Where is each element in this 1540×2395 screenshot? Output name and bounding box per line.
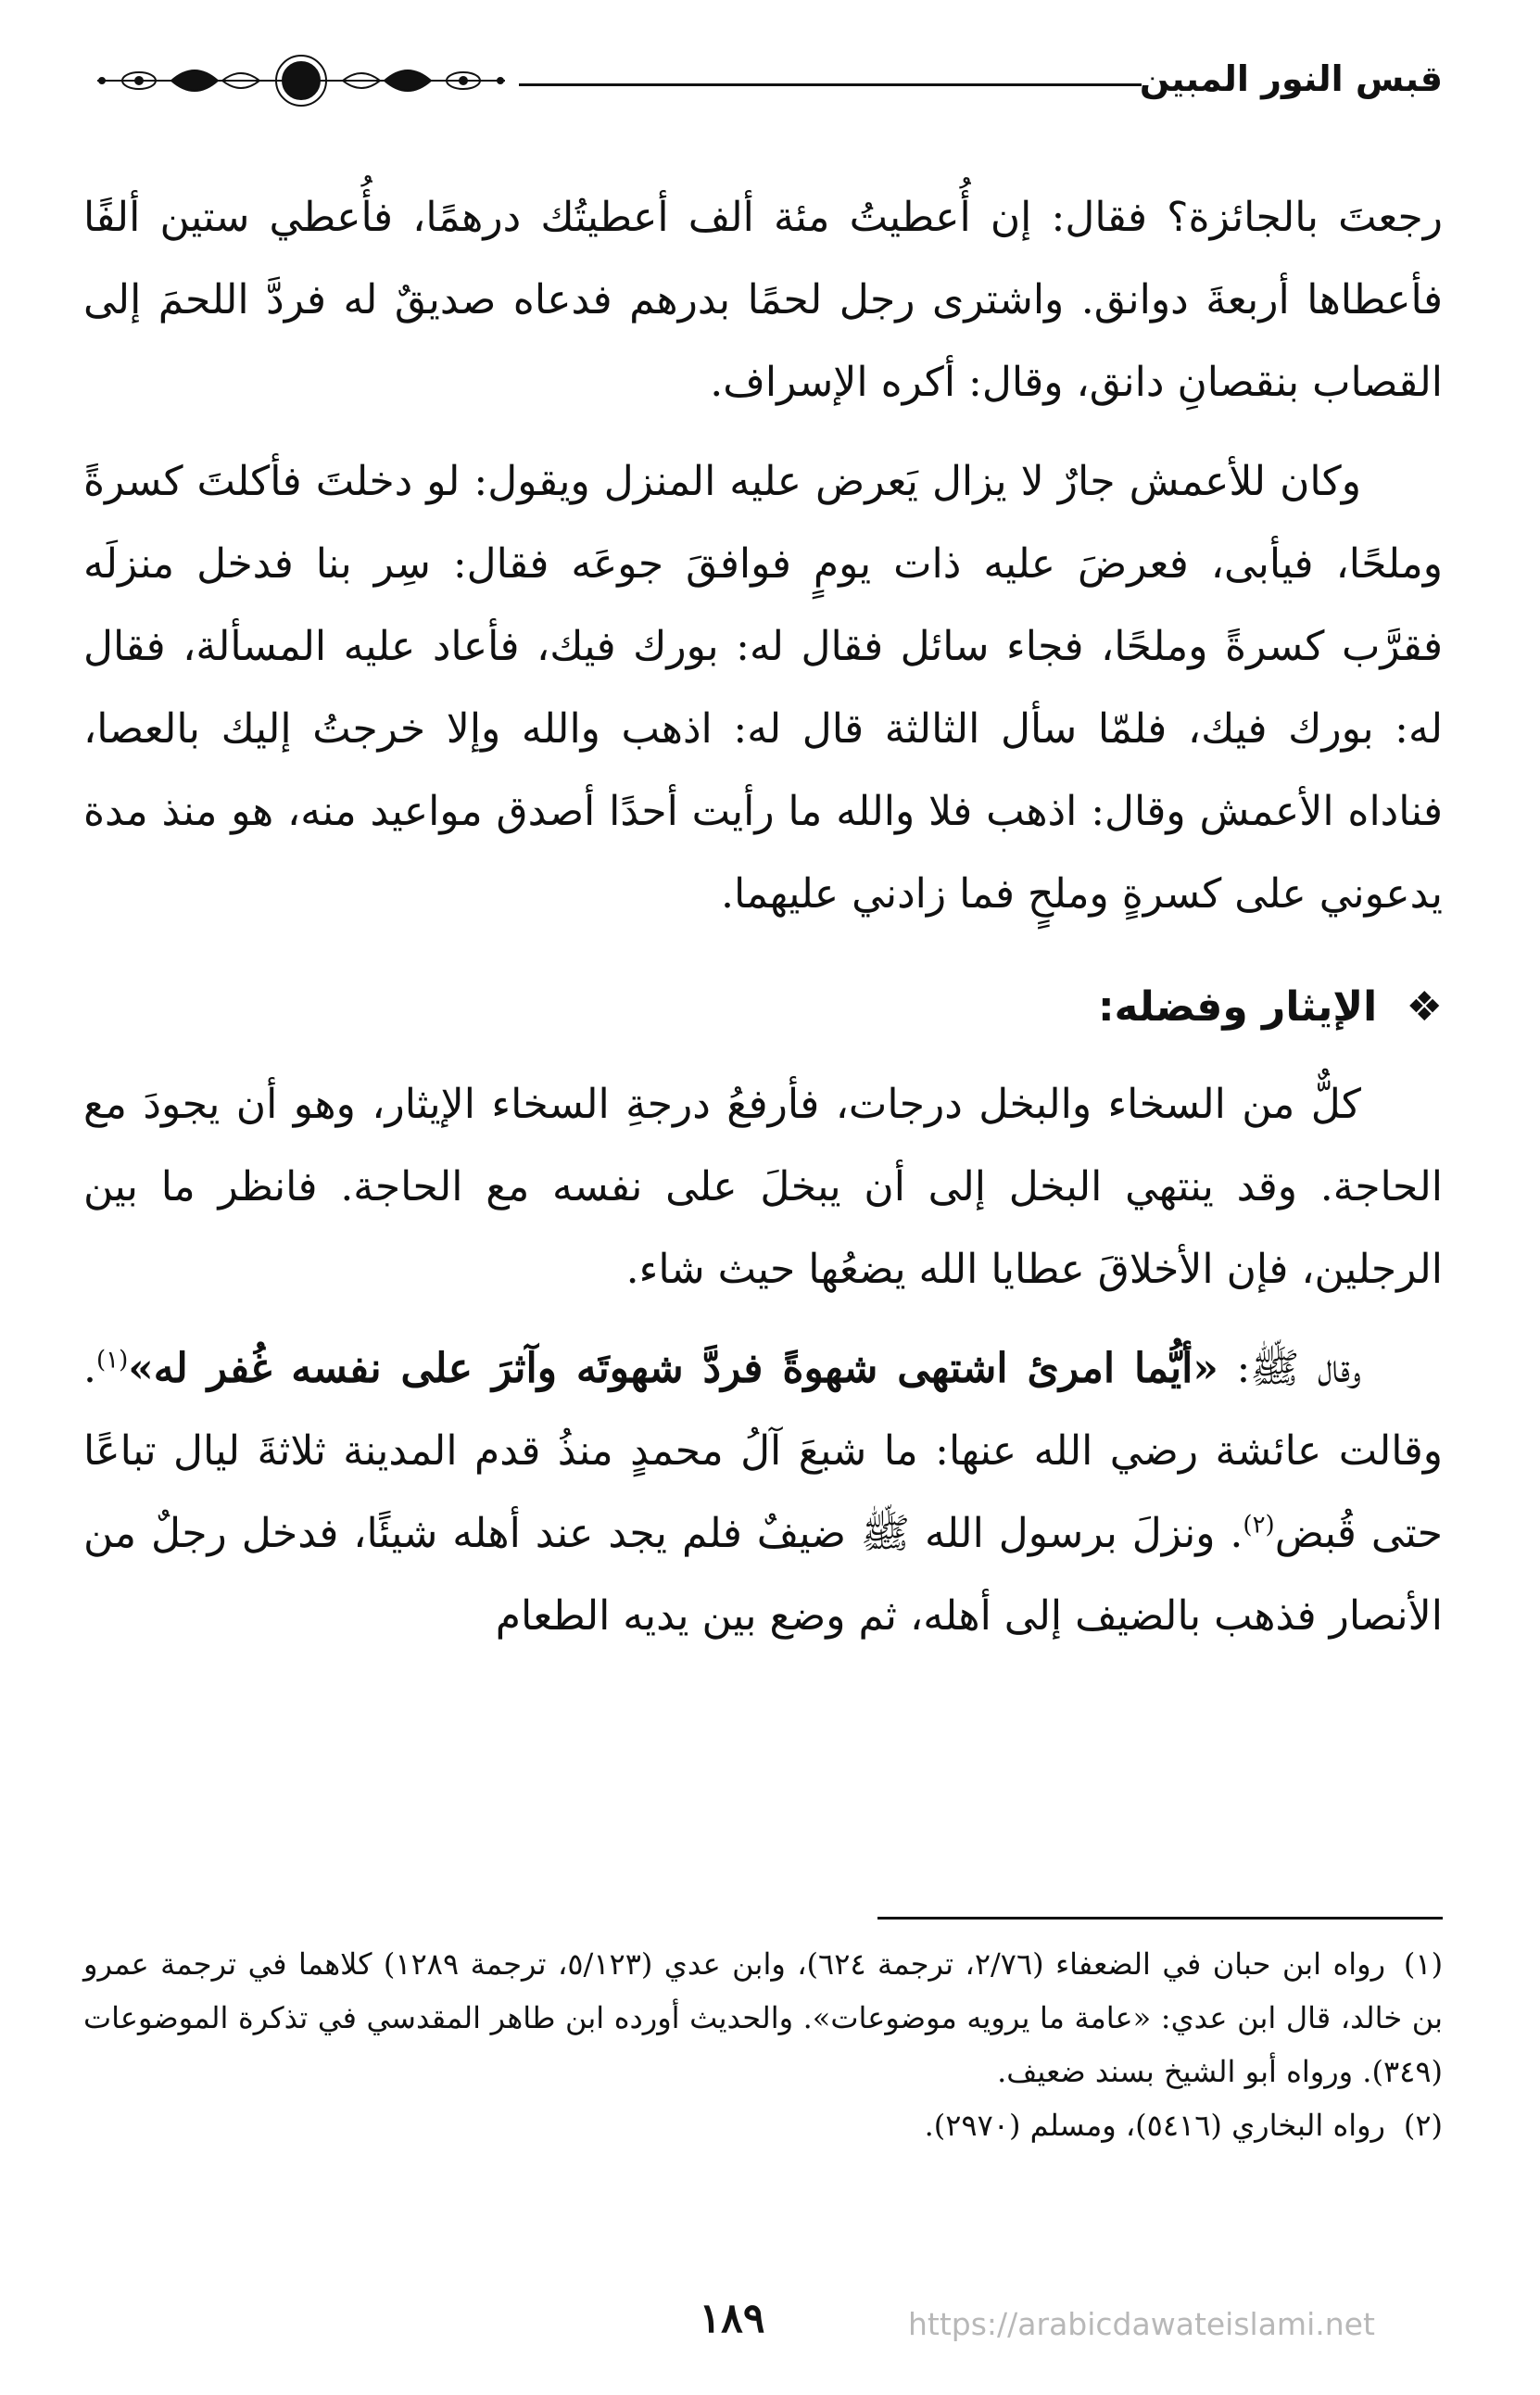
footnote-1 [83,1937,1443,2098]
hadith-quote: «أيُّما امرئ اشتهى شهوةً فردَّ شهوتَه وآثرَ على نفسه غُفر له» [128,1345,1218,1392]
page-number: ١٨٩ [699,2295,765,2342]
footnote-1-number: (١) [1403,1946,1444,1982]
paragraph-4-middle: . وقالت عائشة رضي الله عنها: ما شبعَ آلُ محمدٍ منذُ قدم المدينة ثلاثةَ ليال تباعًا حتى قُبض [83,1345,1443,1557]
paragraph-2: وكان للأعمش جارٌ لا يزال يَعرض عليه المنزل ويقول: لو دخلتَ فأكلتَ كسرةً وملحًا، فيأبى، فعرضَ عليه ذات يومٍ فوافقَ جوعَه فقال: سِر بنا فدخل منزلَه فقرَّب كسرةً وملحًا، فجاء سائل فقال له: بورك فيك، فأعاد عليه المسألة، فقال له: بورك فيك، فلمّا سأل الثالثة قال له: اذهب والله وإلا خرجتُ إليك بالعصا، فناداه الأعمش وقال: اذهب فلا والله ما رأيت أحدًا أصدق مواعيد منه، هو منذ مدة يدعوني على كسرةٍ وملحٍ فما زادني عليهما. [83,458,1443,918]
page-header [83,48,1443,113]
paragraph-3: كلٌّ من السخاء والبخل درجات، فأرفعُ درجةِ السخاء الإيثار، وهو أن يجودَ مع الحاجة. وقد ينتهي البخل إلى أن يبخلَ على نفسه مع الحاجة. فانظر ما بين الرجلين، فإن الأخلاقَ عطايا الله يضعُها حيث شاء. [83,1081,1443,1293]
heading-marker-icon: ❖ [1406,983,1443,1031]
section-heading [83,980,1443,1035]
paragraph-4-tail: . ونزلَ برسول الله ﷺ ضيفٌ فلم يجد عند أهله شيئًا، فدخل رجلٌ من الأنصار فذهب بالضيف إلى أهله، ثم وضع بين يديه الطعام [83,1510,1443,1640]
paragraph-4-lead: وقال ﷺ: [1218,1345,1361,1392]
watermark-url[interactable]: https://arabicdawateislami.net [908,2306,1375,2342]
heading-text: الإيثار وفضله: [1097,983,1378,1031]
running-title: قبس النور المبين [1139,58,1443,99]
footnote-2-text: رواه البخاري (٥٤١٦)، ومسلم (٢٩٧٠). [924,2108,1385,2143]
footnote-separator [877,1917,1443,1920]
footnote-2 [83,2098,1443,2152]
footnote-ref-1[interactable]: (١) [96,1346,129,1375]
header-ornament-icon [83,48,519,113]
footnote-ref-2[interactable]: (٢) [1243,1511,1275,1540]
paragraph-1: رجعتَ بالجائزة؟ فقال: إن أُعطيتُ مئة ألف أعطيتُك درهمًا، فأُعطي ستين ألفًا فأعطاها أربعةَ دوانق. واشترى رجل لحمًا بدرهم فدعاه صديقٌ له فردَّ اللحمَ إلى القصاب بنقصانِ دانق، وقال: أكره الإسراف. [83,194,1443,406]
footnotes [83,1937,1443,2152]
paragraph-4 [83,1327,1443,1657]
main-text [83,176,1443,1657]
footnote-2-number: (٢) [1403,2108,1443,2143]
header-rule [519,83,1142,86]
footnote-1-text: رواه ابن حبان في الضعفاء (٢/٧٦، ترجمة ٦٢٤)، وابن عدي (٥/١٢٣، ترجمة ١٢٨٩) كلاهما في ترجمة عمرو بن خالد، قال ابن عدي: «عامة ما يرويه موضوعات». والحديث أورده ابن طاهر المقدسي في تذكرة الموضوعات (٣٤٩). ورواه أبو الشيخ بسند ضعيف. [83,1946,1443,2089]
